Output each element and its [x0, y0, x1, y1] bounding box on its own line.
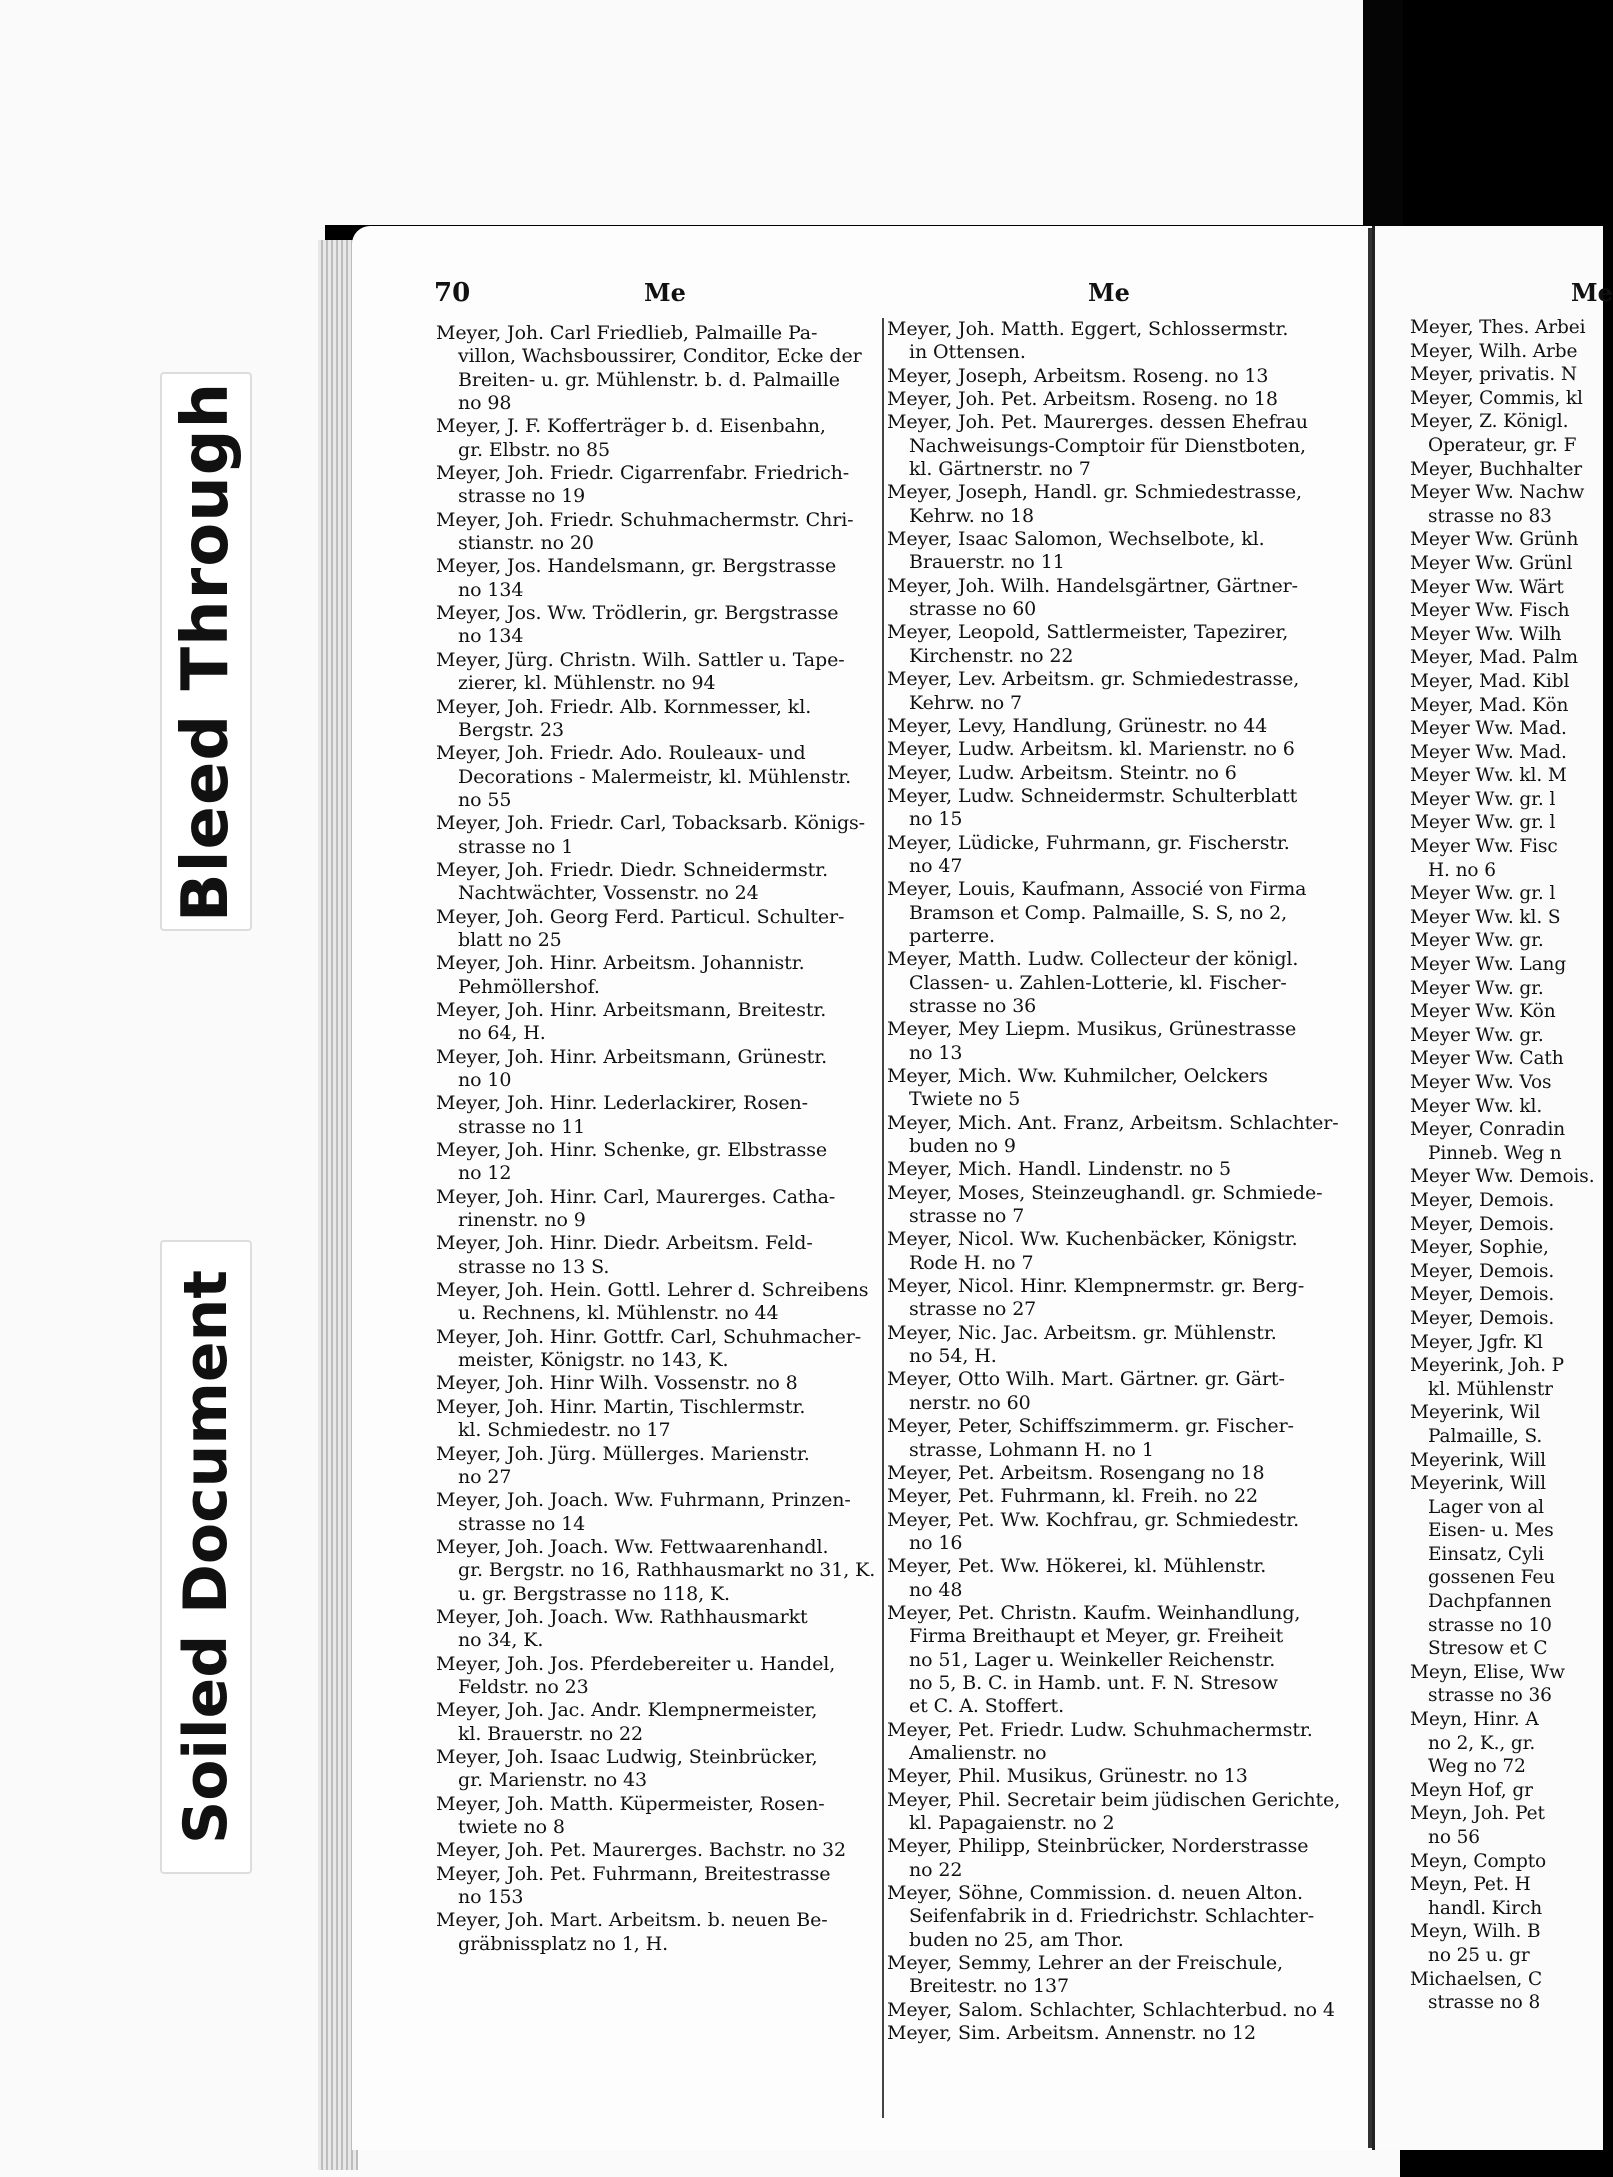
directory-line: Meyer, Matth. Ludw. Collecteur der königl.: [887, 948, 1299, 971]
right-column: [887, 318, 1352, 2045]
directory-line: strasse no 13 S.: [458, 1255, 610, 1278]
directory-line: Meyer, Joh. Hinr Wilh. Vossenstr. no 8: [436, 1372, 798, 1395]
directory-line: Breiten- u. gr. Mühlenstr. b. d. Palmaille: [458, 368, 840, 391]
directory-line: twiete no 8: [458, 1816, 565, 1838]
directory-line: strasse no 8: [1428, 1992, 1541, 2014]
directory-line: Meyerink, Will: [1410, 1449, 1546, 1471]
directory-line: Meyer, Isaac Salomon, Wechselbote, kl.: [887, 528, 1265, 551]
directory-line: u. Rechnens, kl. Mühlenstr. no 44: [458, 1302, 779, 1325]
directory-line: Meyer, Pet. Ww. Kochfrau, gr. Schmiedestr.: [887, 1508, 1300, 1531]
directory-line: Meyer, Joh. Friedr. Carl, Tobacksarb. Königs-: [436, 812, 866, 835]
directory-line: H. no 6: [1428, 859, 1496, 881]
directory-line: no 34, K.: [458, 1629, 544, 1652]
directory-line: no 48: [909, 1578, 963, 1601]
directory-line: Meyer, Joh. Mart. Arbeitsm. b. neuen Be-: [436, 1909, 828, 1932]
directory-line: Meyer Ww. Nachw: [1410, 482, 1585, 504]
directory-line: Meyer, J. F. Kofferträger b. d. Eisenbahn,: [436, 415, 826, 438]
directory-line: gr. Marienstr. no 43: [458, 1769, 648, 1792]
directory-line: Meyer, Joh. Georg Ferd. Particul. Schulter-: [436, 905, 845, 928]
directory-line: Meyer Ww. Grünl: [1410, 552, 1573, 574]
directory-line: kl. Mühlenstr: [1428, 1378, 1553, 1400]
directory-line: meister, Königstr. no 143, K.: [458, 1349, 729, 1372]
directory-line: Meyer, Salom. Schlachter, Schlachterbud. no 4: [887, 1998, 1335, 2021]
directory-line: no 12: [458, 1162, 512, 1185]
directory-line: Meyer Ww. Wilh: [1410, 623, 1562, 645]
directory-line: Meyer, Joh. Hinr. Arbeitsmann, Grünestr.: [436, 1045, 828, 1068]
directory-line: in Ottensen.: [909, 341, 1026, 364]
directory-line: Meyer, Pet. Friedr. Ludw. Schuhmachermstr.: [887, 1718, 1313, 1741]
directory-line: Meyer Ww. Kön: [1410, 1001, 1556, 1023]
directory-line: Meyer, Demois.: [1410, 1284, 1555, 1306]
directory-line: Meyer, Phil. Musikus, Grünestr. no 13: [887, 1765, 1248, 1788]
directory-line: Meyer, Mich. Handl. Lindenstr. no 5: [887, 1158, 1232, 1181]
directory-line: kl. Schmiedestr. no 17: [458, 1419, 671, 1442]
directory-line: Meyer, Demois.: [1410, 1213, 1555, 1235]
directory-line: Meyer, Joh. Hinr. Gottfr. Carl, Schuhmacher-: [436, 1325, 862, 1348]
directory-line: Meyer, Mad. Kibl: [1410, 670, 1570, 692]
directory-line: Meyer, Demois.: [1410, 1260, 1555, 1282]
directory-line: Meyerink, Wil: [1410, 1402, 1541, 1424]
directory-line: strasse no 7: [909, 1205, 1025, 1228]
directory-line: buden no 25, am Thor.: [909, 1928, 1124, 1951]
binding-shadow: [1363, 0, 1403, 230]
directory-line: no 64, H.: [458, 1022, 546, 1045]
directory-line: Meyer, Söhne, Commission. d. neuen Alton.: [887, 1882, 1303, 1905]
directory-line: Meyn, Wilh. B: [1410, 1921, 1541, 1943]
directory-line: strasse no 60: [909, 598, 1037, 621]
directory-line: Meyn Hof, gr: [1410, 1779, 1533, 1801]
directory-line: Meyer, Pet. Ww. Hökerei, kl. Mühlenstr.: [887, 1555, 1267, 1578]
running-header-facing: Me: [1571, 278, 1613, 307]
directory-line: Meyer Ww. kl.: [1410, 1095, 1543, 1117]
directory-line: Meyer, Joh. Pet. Fuhrmann, Breitestrasse: [436, 1862, 831, 1885]
directory-line: Meyer Ww. Wärt: [1410, 576, 1564, 598]
directory-line: Meyn, Pet. H: [1410, 1874, 1531, 1896]
directory-line: Meyer Ww. gr.: [1410, 1024, 1544, 1046]
directory-line: Meyer, Buchhalter: [1410, 458, 1583, 480]
directory-line: Meyer, Joh. Matth. Küpermeister, Rosen-: [436, 1792, 825, 1815]
bleed-through-label: [160, 372, 252, 931]
directory-line: strasse no 1: [458, 835, 574, 858]
directory-line: Amalienstr. no: [909, 1741, 1047, 1764]
directory-line: no 51, Lager u. Weinkeller Reichenstr.: [909, 1648, 1276, 1671]
directory-line: Meyer Ww. Mad.: [1410, 718, 1567, 740]
directory-line: Meyer Ww. Demois.: [1410, 1166, 1595, 1188]
directory-line: Brauerstr. no 11: [909, 551, 1065, 574]
scan-background-bottom: [0, 2150, 1400, 2177]
directory-line: Meyer, Lev. Arbeitsm. gr. Schmiedestrasse,: [887, 668, 1300, 691]
directory-line: Meyer, Joh. Hinr. Martin, Tischlermstr.: [436, 1395, 806, 1418]
directory-line: Meyer, Sophie,: [1410, 1237, 1549, 1259]
directory-line: strasse no 36: [1428, 1685, 1552, 1707]
directory-line: Meyer, Jgfr. Kl: [1410, 1331, 1543, 1353]
directory-line: Meyer Ww. Lang: [1410, 954, 1567, 976]
directory-line: rinenstr. no 9: [458, 1209, 586, 1232]
directory-line: buden no 9: [909, 1135, 1016, 1158]
directory-line: Kirchenstr. no 22: [909, 644, 1074, 667]
directory-line: Meyer, Demois.: [1410, 1307, 1555, 1329]
directory-line: no 27: [458, 1465, 512, 1488]
directory-line: Meyer Ww. Vos: [1410, 1072, 1552, 1093]
directory-line: Meyer, Joh. Friedr. Alb. Kornmesser, kl.: [436, 695, 812, 718]
directory-line: Meyer Ww. Grünh: [1410, 529, 1579, 551]
directory-line: Meyerink, Will: [1410, 1473, 1546, 1495]
directory-line: Seifenfabrik in d. Friedrichstr. Schlachter-: [909, 1905, 1315, 1928]
directory-line: no 98: [458, 392, 512, 415]
directory-line: Nachtwächter, Vossenstr. no 24: [458, 882, 759, 905]
left-column: [436, 322, 886, 1956]
directory-line: Meyer, privatis. N: [1410, 364, 1577, 386]
directory-line: Meyer, Joh. Hinr. Diedr. Arbeitsm. Feld-: [436, 1232, 813, 1255]
directory-line: Meyer, Commis, kl: [1410, 387, 1583, 409]
directory-line: no 153: [458, 1886, 524, 1909]
directory-line: Meyer, Joh. Hinr. Arbeitsm. Johannistr.: [436, 952, 805, 975]
directory-line: Meyer, Joh. Carl Friedlieb, Palmaille Pa-: [436, 322, 818, 344]
directory-line: Meyer Ww. Fisch: [1410, 600, 1570, 622]
directory-line: blatt no 25: [458, 928, 562, 951]
directory-line: no 16: [909, 1531, 963, 1554]
directory-line: Meyer, Joh. Joach. Ww. Fuhrmann, Prinzen-: [436, 1489, 851, 1512]
directory-line: Meyn, Hinr. A: [1410, 1709, 1539, 1731]
directory-line: no 22: [909, 1858, 963, 1881]
directory-line: gr. Bergstr. no 16, Rathhausmarkt no 31, K.: [458, 1559, 876, 1582]
directory-line: Meyer, Nicol. Hinr. Klempnermstr. gr. Berg-: [887, 1275, 1305, 1298]
directory-line: Breitestr. no 137: [909, 1975, 1069, 1998]
directory-line: Pinneb. Weg n: [1428, 1142, 1562, 1164]
directory-line: Classen- u. Zahlen-Lotterie, kl. Fischer-: [909, 971, 1287, 994]
directory-line: Meyer, Joh. Jac. Andr. Klempnermeister,: [436, 1699, 818, 1722]
directory-line: Michaelsen, C: [1410, 1968, 1543, 1990]
directory-line: Meyer, Ludw. Arbeitsm. Steintr. no 6: [887, 761, 1237, 784]
directory-line: Meyer, Joh. Pet. Maurerges. Bachstr. no 32: [436, 1839, 846, 1862]
directory-line: Firma Breithaupt et Meyer, gr. Freiheit: [909, 1625, 1284, 1648]
directory-line: Meyer, Semmy, Lehrer an der Freischule,: [887, 1952, 1283, 1975]
directory-line: no 2, K., gr.: [1428, 1732, 1536, 1754]
bleed-through-text: Bleed Through: [169, 381, 243, 922]
directory-line: Pehmöllershof.: [458, 975, 600, 998]
directory-line: Meyer Ww. Mad.: [1410, 741, 1567, 763]
directory-line: Meyer, Joh. Matth. Eggert, Schlossermstr.: [887, 318, 1289, 340]
directory-line: Meyer, Joh. Joach. Ww. Fettwaarenhandl.: [436, 1535, 829, 1558]
directory-line: strasse no 10: [1428, 1614, 1552, 1636]
directory-line: Meyer, Jos. Ww. Trödlerin, gr. Bergstrasse: [436, 602, 839, 625]
directory-line: Meyer, Demois.: [1410, 1189, 1555, 1211]
directory-line: Meyer, Joh. Friedr. Cigarrenfabr. Friedrich-: [436, 462, 850, 485]
directory-line: Meyer, Joh. Jos. Pferdebereiter u. Handel,: [436, 1652, 836, 1675]
directory-line: kl. Gärtnerstr. no 7: [909, 458, 1091, 481]
directory-line: Meyer Ww. gr.: [1410, 930, 1544, 952]
directory-line: Meyer, Ludw. Schneidermstr. Schulterblatt: [887, 784, 1298, 807]
directory-line: strasse no 83: [1428, 505, 1552, 527]
soiled-document-label: [160, 1240, 252, 1874]
directory-line: Meyer, Joh. Hein. Gottl. Lehrer d. Schreibens: [436, 1279, 869, 1302]
directory-line: Meyer, Sim. Arbeitsm. Annenstr. no 12: [887, 2022, 1257, 2045]
directory-line: Meyer Ww. kl. S: [1410, 906, 1561, 928]
directory-line: no 54, H.: [909, 1345, 997, 1368]
directory-line: Meyer Ww. gr. l: [1410, 812, 1556, 834]
directory-line: Meyer, Joh. Hinr. Lederlackirer, Rosen-: [436, 1092, 808, 1115]
directory-line: strasse no 11: [458, 1115, 586, 1138]
directory-line: Meyer Ww. Cath: [1410, 1048, 1564, 1070]
directory-line: Meyer, Jürg. Christn. Wilh. Sattler u. Tape-: [436, 648, 845, 671]
directory-line: Meyer, Pet. Fuhrmann, kl. Freih. no 22: [887, 1485, 1258, 1508]
directory-line: Meyer, Pet. Christn. Kaufm. Weinhandlung,: [887, 1601, 1301, 1624]
directory-line: Einsatz, Cyli: [1428, 1543, 1544, 1565]
directory-line: Meyer, Joh. Wilh. Handelsgärtner, Gärtner-: [887, 574, 1298, 597]
directory-line: Meyer, Leopold, Sattlermeister, Tapezirer,: [887, 621, 1289, 644]
directory-line: Meyer, Joh. Friedr. Ado. Rouleaux- und: [436, 742, 806, 765]
directory-line: Meyer, Joh. Hinr. Carl, Maurerges. Catha-: [436, 1185, 836, 1208]
directory-line: Bergstr. 23: [458, 718, 564, 741]
directory-line: Meyer, Joh. Jürg. Müllerges. Marienstr.: [436, 1442, 810, 1465]
directory-line: Bramson et Comp. Palmaille, S. S, no 2,: [909, 901, 1288, 924]
directory-line: Meyer, Nicol. Ww. Kuchenbäcker, Königstr.: [887, 1228, 1298, 1251]
directory-line: Meyer, Joh. Joach. Ww. Rathhausmarkt: [436, 1605, 808, 1628]
directory-line: Meyer, Mad. Kön: [1410, 694, 1569, 716]
directory-line: Twiete no 5: [909, 1088, 1021, 1111]
directory-line: Meyer, Mad. Palm: [1410, 647, 1578, 669]
directory-line: parterre.: [909, 924, 996, 947]
directory-line: Meyer, Phil. Secretair beim jüdischen Gerichte,: [887, 1788, 1341, 1811]
directory-line: Meyn, Joh. Pet: [1410, 1803, 1545, 1825]
facing-page-column: [1410, 316, 1610, 2015]
directory-line: no 134: [458, 625, 524, 648]
directory-line: gr. Elbstr. no 85: [458, 438, 610, 461]
directory-line: Meyer, Joseph, Arbeitsm. Roseng. no 13: [887, 364, 1269, 387]
directory-line: Meyer, Peter, Schiffszimmerm. gr. Fischer-: [887, 1415, 1294, 1438]
directory-line: Meyerink, Joh. P: [1410, 1355, 1565, 1377]
directory-line: Meyer, Nic. Jac. Arbeitsm. gr. Mühlenstr.: [887, 1321, 1277, 1344]
directory-line: Lager von al: [1428, 1496, 1544, 1518]
directory-line: Nachweisungs-Comptoir für Dienstboten,: [909, 434, 1306, 457]
directory-line: stianstr. no 20: [458, 532, 594, 555]
directory-line: Meyer, Joh. Friedr. Schuhmachermstr. Chri-: [436, 508, 854, 531]
directory-line: Meyer, Louis, Kaufmann, Associé von Firma: [887, 878, 1307, 901]
directory-line: Rode H. no 7: [909, 1251, 1034, 1274]
directory-line: strasse, Lohmann H. no 1: [909, 1438, 1154, 1461]
directory-line: villon, Wachsboussirer, Conditor, Ecke der: [458, 345, 862, 368]
directory-line: Meyer, Lüdicke, Fuhrmann, gr. Fischerstr.: [887, 831, 1290, 854]
directory-line: Meyer, Ludw. Arbeitsm. kl. Marienstr. no 6: [887, 738, 1295, 761]
directory-line: Meyer, Mich. Ant. Franz, Arbeitsm. Schlachter-: [887, 1111, 1339, 1134]
directory-line: nerstr. no 60: [909, 1391, 1031, 1414]
directory-line: Meyer, Thes. Arbei: [1410, 317, 1586, 338]
directory-line: Meyer, Joh. Friedr. Diedr. Schneidermstr.: [436, 858, 829, 881]
directory-line: Feldstr. no 23: [458, 1675, 589, 1698]
directory-line: no 25 u. gr: [1428, 1944, 1530, 1966]
directory-line: strasse no 19: [458, 485, 586, 508]
soiled-document-text: Soiled Document: [171, 1269, 241, 1845]
directory-line: Stresow et C: [1428, 1638, 1548, 1660]
directory-line: Meyer Ww. gr. l: [1410, 788, 1556, 810]
directory-line: Meyer, Joh. Isaac Ludwig, Steinbrücker,: [436, 1745, 818, 1768]
directory-line: et C. A. Stoffert.: [909, 1695, 1065, 1718]
directory-line: Meyer, Conradin: [1410, 1119, 1566, 1141]
directory-line: Meyer Ww. gr.: [1410, 977, 1544, 999]
directory-line: no 47: [909, 854, 963, 877]
directory-line: Meyer, Levy, Handlung, Grünestr. no 44: [887, 714, 1268, 737]
directory-line: u. gr. Bergstrasse no 118, K.: [458, 1582, 730, 1605]
directory-line: Meyer Ww. gr. l: [1410, 883, 1556, 905]
directory-line: Meyer, Moses, Steinzeughandl. gr. Schmiede-: [887, 1181, 1323, 1204]
directory-line: handl. Kirch: [1428, 1897, 1543, 1919]
directory-line: Meyer, Joh. Pet. Maurerges. dessen Ehefrau: [887, 411, 1308, 434]
directory-line: Meyer, Joseph, Handl. gr. Schmiedestrasse,: [887, 481, 1302, 504]
directory-line: Decorations - Malermeistr, kl. Mühlenstr.: [458, 765, 852, 788]
directory-line: Meyn, Compto: [1410, 1850, 1547, 1872]
directory-line: no 15: [909, 808, 963, 831]
directory-line: gossenen Feu: [1428, 1567, 1556, 1589]
directory-line: strasse no 14: [458, 1512, 586, 1535]
directory-line: zierer, kl. Mühlenstr. no 94: [458, 672, 716, 695]
directory-line: Meyer, Jos. Handelsmann, gr. Bergstrasse: [436, 555, 837, 578]
directory-line: strasse no 36: [909, 994, 1037, 1017]
directory-line: Meyer, Joh. Hinr. Schenke, gr. Elbstrasse: [436, 1139, 828, 1162]
directory-line: Meyn, Elise, Ww: [1410, 1661, 1565, 1683]
directory-line: Operateur, gr. F: [1428, 434, 1577, 456]
directory-line: Meyer Ww. Fisc: [1410, 836, 1558, 858]
directory-line: Palmaille, S.: [1428, 1425, 1543, 1447]
directory-line: kl. Brauerstr. no 22: [458, 1722, 643, 1745]
directory-line: Meyer, Philipp, Steinbrücker, Norderstrasse: [887, 1835, 1309, 1858]
directory-line: Meyer, Pet. Arbeitsm. Rosengang no 18: [887, 1461, 1265, 1484]
directory-line: Kehrw. no 7: [909, 691, 1023, 714]
directory-line: no 56: [1428, 1827, 1480, 1848]
directory-line: no 10: [458, 1069, 512, 1091]
directory-line: gräbnissplatz no 1, H.: [458, 1932, 669, 1955]
directory-line: Meyer Ww. kl. M: [1410, 765, 1567, 787]
directory-line: no 5, B. C. in Hamb. unt. F. N. Stresow: [909, 1671, 1278, 1694]
directory-line: Meyer, Joh. Hinr. Arbeitsmann, Breitestr.: [436, 998, 827, 1021]
running-header-right: Me: [1088, 278, 1130, 307]
running-header-left: Me: [644, 278, 686, 307]
directory-line: Eisen- u. Mes: [1428, 1520, 1554, 1542]
directory-line: Meyer, Wilh. Arbe: [1410, 340, 1578, 362]
directory-line: Meyer, Mich. Ww. Kuhmilcher, Oelckers: [887, 1065, 1268, 1087]
directory-line: Weg no 72: [1428, 1756, 1526, 1778]
directory-line: no 55: [458, 788, 512, 811]
directory-line: Meyer, Otto Wilh. Mart. Gärtner. gr. Gärt-: [887, 1368, 1285, 1391]
page-number: 70: [434, 278, 471, 308]
directory-line: kl. Papagaienstr. no 2: [909, 1812, 1115, 1834]
directory-line: Dachpfannen: [1428, 1591, 1552, 1613]
directory-line: Meyer, Joh. Pet. Arbeitsm. Roseng. no 18: [887, 388, 1278, 411]
directory-line: Meyer, Mey Liepm. Musikus, Grünestrasse: [887, 1018, 1297, 1041]
directory-line: no 13: [909, 1041, 963, 1064]
directory-line: Kehrw. no 18: [909, 504, 1035, 527]
directory-line: Meyer, Z. Königl.: [1410, 411, 1569, 433]
directory-line: no 134: [458, 578, 524, 601]
directory-line: strasse no 27: [909, 1298, 1037, 1321]
